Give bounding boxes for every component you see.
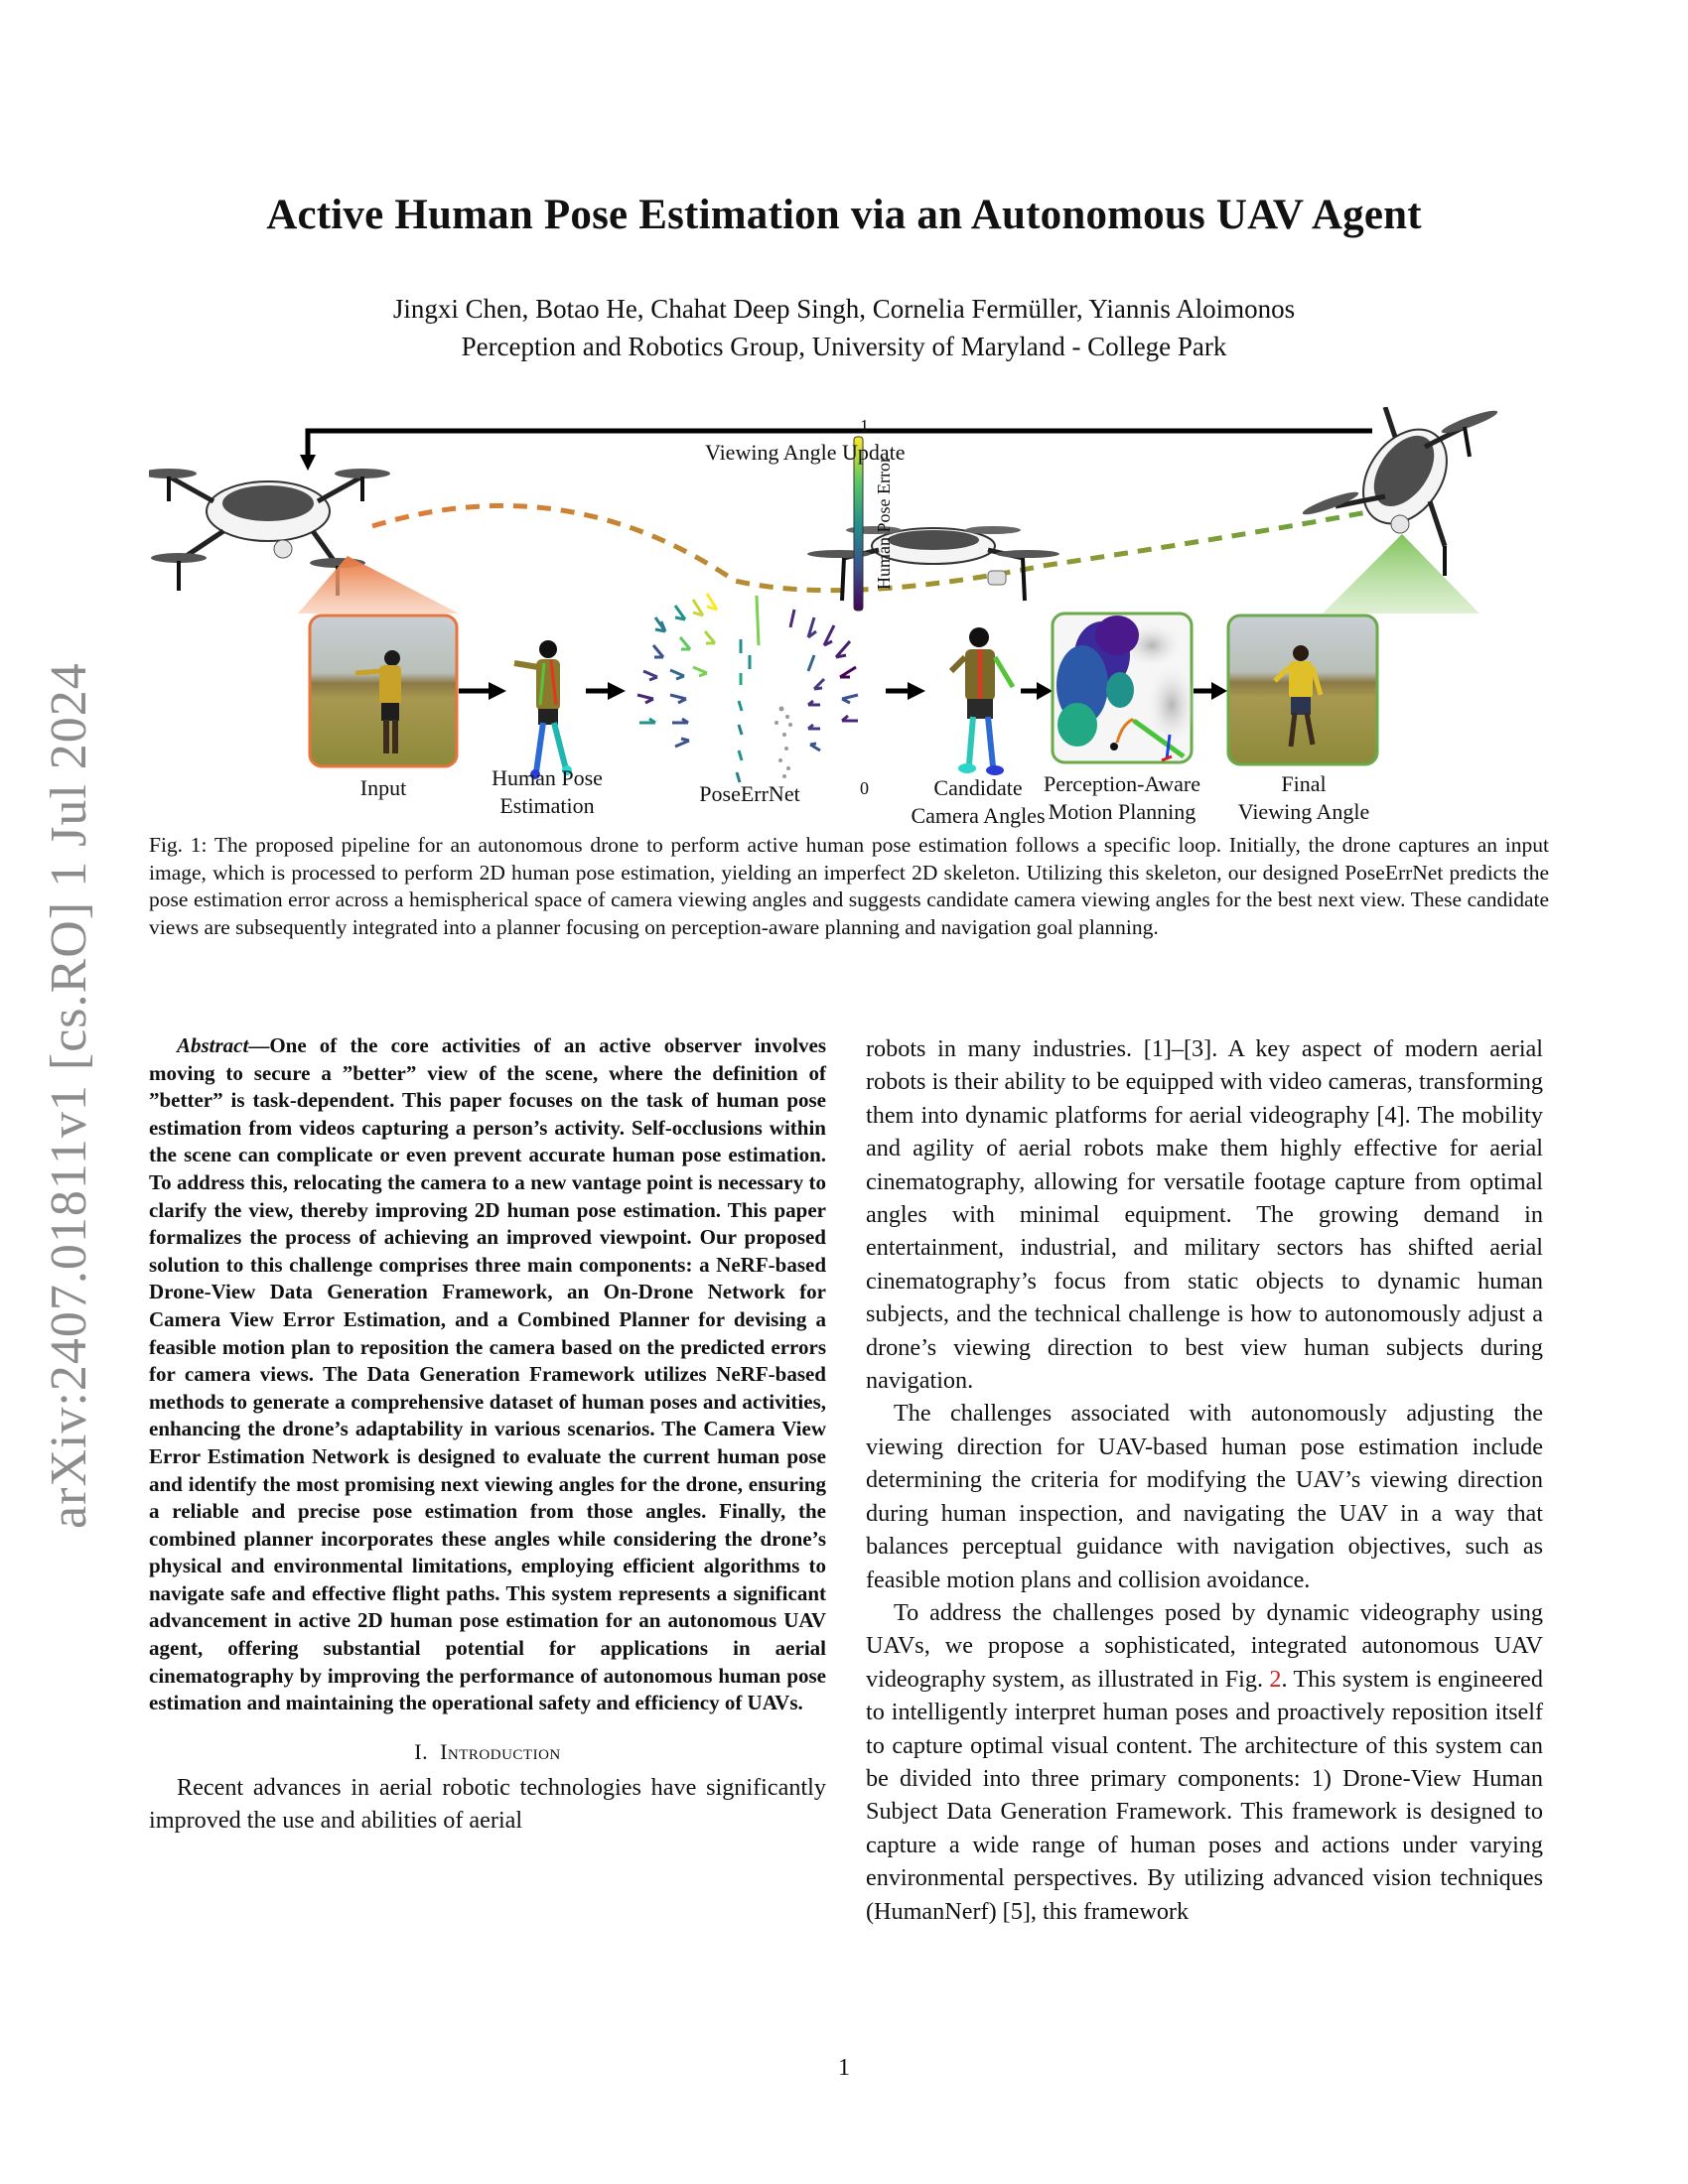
motion-planning-panel (1053, 614, 1196, 762)
intro-paragraph-2: The challenges associated with autonomously adjusting the viewing direction for UAV-based human pose estimation include determining the criteria for modifying the UAV’s viewing direction during human inspection, and navigating the UAV in a way that balances perceptual guidance with navigation objectives, such as feasible motion plans and collision avoidance. (866, 1400, 1543, 1593)
abstract-label: Abstract (177, 1033, 249, 1057)
input-image (310, 615, 457, 766)
author-list: Jingxi Chen, Botao He, Chahat Deep Singh, Cornelia Fermüller, Yiannis Aloimonos (392, 294, 1296, 324)
viewing-angle-update-label: Viewing Angle Update (705, 440, 906, 465)
stage-label-final-view: Final Viewing Angle (1237, 771, 1370, 824)
section-title: Introduction (440, 1738, 561, 1764)
right-column (866, 1032, 1543, 1928)
stage-label-pose-estimation: Human Pose Estimation (492, 765, 603, 818)
final-view-cone (1323, 534, 1479, 614)
poseerrnet-human-dots (774, 707, 792, 779)
affiliation: Perception and Robotics Group, University of Maryland - College Park (461, 332, 1227, 361)
intro-paragraph-1-cont: robots in many industries. [1]–[3]. A key aspect of modern aerial robots is their ability to be equipped with video cameras, transforming them into dynamic platforms for aerial videography [4]. The mobility and agility of aerial robots make them highly effective for aerial cinematography, allowing for versatile footage capture from optimal angles with minimal equipment. The growing demand in entertainment, industrial, and military sectors has shifted aerial cinematography’s focus from static objects to dynamic human subjects, and the technical challenge is how to autonomously adjust a drone’s viewing direction to best view human subjects during navigation. (866, 1035, 1543, 1395)
figure-1 (149, 407, 1559, 834)
author-block (0, 290, 1688, 365)
final-view-image (1228, 615, 1377, 764)
poseerrnet-arrow-field (637, 594, 858, 782)
colorbar-title: Human Pose Error (874, 457, 894, 590)
section-heading-introduction (149, 1739, 826, 1765)
stage-label-candidate-angles: Candidate Camera Angles (911, 775, 1046, 828)
page-number: 1 (838, 2055, 850, 2081)
candidate-angles-skeleton (951, 627, 1013, 775)
stage-label-input: Input (359, 775, 407, 800)
pose-estimation-skeleton (514, 640, 572, 779)
intro-paragraph-3: To address the challenges posed by dynamic videography using UAVs, we propose a sophisticated, integrated autonomous UAV videography system, as illustrated in Fig. 2. This system is engineered to intelligently interpret human poses and proactively reposition itself to capture optimal visual content. The architecture of this system can be divided into three primary components: 1) Drone-View Human Subject Data Generation Framework. This framework is designed to capture a wide range of human poses and actions under varying environmental perspectives. By utilizing advanced vision techniques (HumanNerf) [5], this framework (866, 1598, 1544, 1925)
left-column (149, 1032, 826, 1838)
arxiv-stamp: arXiv:2407.01811v1 [cs.RO] 1 Jul 2024 (41, 662, 97, 1529)
colorbar-max-label: 1 (860, 416, 869, 436)
figure-1-caption: Fig. 1: The proposed pipeline for an autonomous drone to perform active human pose estimation follows a specific loop. Initially, the drone captures an input image, which is processed to perform 2D human pose estimation, yielding an imperfect 2D skeleton. Utilizing this skeleton, our designed PoseErrNet predicts the pose estimation error across a hemispherical space of camera viewing angles and suggests candidate camera viewing angles for the best next view. These candidate views are subsequently integrated into a planner focusing on perception-aware planning and navigation goal planning. (149, 833, 1549, 939)
section-number: I. (414, 1738, 429, 1764)
abstract-text: One of the core activities of an active observer involves moving to secure a ”better” view of the scene, where the definition of ”better” is task-dependent. This paper focuses on the task of human pose estimation from videos capturing a person’s activity. Self-occlusions within the scene can complicate or even prevent accurate human pose estimation. To address this, relocating the camera to a new vantage point is necessary to clarify the view, thereby improving 2D human pose estimation. This paper formalizes the process of achieving an improved viewpoint. Our proposed solution to this challenge comprises three main components: a NeRF-based Drone-View Data Generation Framework, an On-Drone Network for Camera View Error Estimation, and a Combined Planner for devising a feasible motion plan to reposition the camera based on the predicted errors for camera views. The Data Generation Framework utilizes NeRF-based methods to generate a comprehensive dataset of human poses and activities, enhancing the drone’s adaptability in various scenarios. The Camera View Error Estimation Network is designed to evaluate the current human pose and identify the most promising next viewing angles for the drone, ensuring a reliable and precise pose estimation from those angles. Finally, the combined planner incorporates these angles while considering the drone’s physical and environmental limitations, employing efficient algorithms to navigate safe and effective flight paths. This system represents a significant advancement in active 2D human pose estimation for an autonomous UAV agent, offering substantial potential for applications in aerial cinematography by improving the performance of autonomous human pose estimation and maintaining the operational safety and efficiency of UAVs. (149, 1033, 826, 1715)
figure-2-reference-link[interactable]: 2 (1269, 1665, 1282, 1693)
stage-label-motion-planning: Perception-Aware Motion Planning (1043, 771, 1201, 824)
abstract (149, 1032, 826, 1717)
abstract-dash: — (248, 1033, 270, 1057)
intro-paragraph-1: Recent advances in aerial robotic technologies have significantly improved the use and abilities of aerial (149, 1773, 826, 1835)
paper-title: Active Human Pose Estimation via an Autonomous UAV Agent (266, 192, 1422, 238)
colorbar-min-label: 0 (860, 778, 869, 798)
stage-label-poseerrnet: PoseErrNet (699, 781, 800, 806)
drone-mid-icon (807, 526, 1059, 601)
